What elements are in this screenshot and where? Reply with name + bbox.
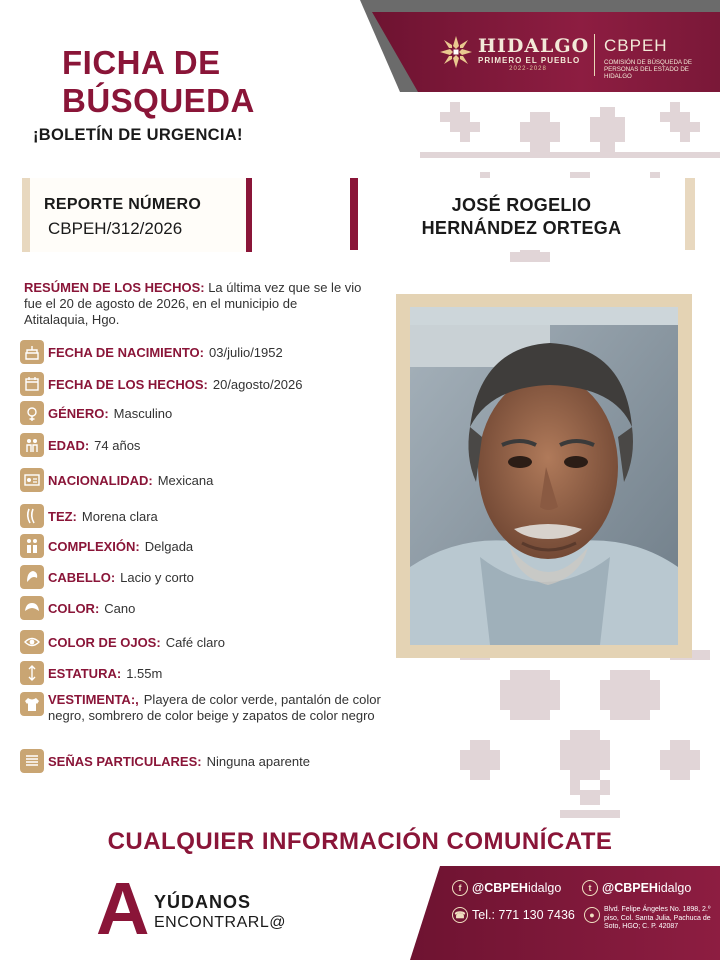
- detail-label: ESTATURA:: [48, 665, 122, 681]
- urgency-subtitle: ¡BOLETÍN DE URGENCIA!: [33, 126, 243, 144]
- org-years: 2022-2028: [509, 66, 547, 72]
- age-icon: [20, 433, 44, 457]
- detail-row: [20, 401, 172, 425]
- detail-text: [48, 438, 140, 453]
- detail-value: Masculino: [113, 405, 173, 421]
- help-find-logo: [96, 867, 286, 950]
- detail-value: 1.55m: [126, 665, 163, 681]
- detail-text: [48, 635, 225, 650]
- detail-value: Morena clara: [81, 508, 158, 524]
- help-logo-line-1: YÚDANOS: [154, 892, 252, 912]
- detail-label: SEÑAS PARTICULARES:: [48, 753, 202, 769]
- facebook-icon: f: [452, 880, 468, 896]
- detail-row: [20, 372, 303, 396]
- facebook-handle-bold: @CBPEH: [472, 881, 528, 895]
- detail-text: [48, 473, 213, 488]
- agency-acronym: CBPEH: [604, 36, 668, 55]
- person-name-line-2: HERNÁNDEZ ORTEGA: [421, 218, 622, 238]
- detail-text: [48, 601, 135, 616]
- phone-icon: ☎: [452, 907, 468, 923]
- detail-value: Playera de color verde, pantalón de color negro, sombrero de color beige y zapatos de color negro: [48, 692, 381, 723]
- eye-icon: [20, 630, 44, 654]
- hidalgo-flower-logo-icon: [438, 34, 474, 70]
- page-title: [62, 44, 255, 120]
- height-icon: [20, 661, 44, 685]
- detail-text: [48, 692, 395, 724]
- help-logo-line-2: ENCONTRARL@: [154, 914, 286, 931]
- person-name: [358, 194, 685, 240]
- detail-label: NACIONALIDAD:: [48, 472, 153, 488]
- twitter-handle-bold: @CBPEH: [602, 881, 658, 895]
- detail-label: FECHA DE LOS HECHOS:: [48, 376, 208, 392]
- twitter-contact[interactable]: [582, 880, 691, 896]
- detail-label: EDAD:: [48, 437, 90, 453]
- detail-text: [48, 509, 158, 524]
- detail-value: Café claro: [165, 634, 225, 650]
- detail-text: [48, 570, 194, 585]
- detail-label: COMPLEXIÓN:: [48, 538, 140, 554]
- detail-row: [20, 340, 283, 364]
- detail-text: [48, 377, 303, 392]
- detail-value: Mexicana: [157, 472, 214, 488]
- summary-text: La última vez que se le vio fue el 20 de agosto de 2026, en el municipio de Atitalaquia, Hgo.: [24, 280, 362, 327]
- detail-row: [20, 534, 193, 558]
- title-line-2: BÚSQUEDA: [62, 82, 255, 119]
- missing-person-photo: [410, 307, 678, 645]
- org-slogan: PRIMERO EL PUEBLO: [478, 56, 581, 65]
- detail-value: 03/julio/1952: [209, 344, 283, 360]
- detail-value: Delgada: [144, 538, 194, 554]
- org-name: HIDALGO: [478, 35, 590, 57]
- embroidery-pattern-bottom-icon: [540, 780, 640, 825]
- report-number-label: REPORTE NÚMERO: [44, 196, 202, 213]
- detail-label: COLOR:: [48, 600, 100, 616]
- detail-label: VESTIMENTA:,: [48, 692, 139, 707]
- detail-text: [48, 345, 283, 360]
- id-card-icon: [20, 468, 44, 492]
- body-icon: [20, 534, 44, 558]
- detail-label: COLOR DE OJOS:: [48, 634, 161, 650]
- phone-number: Tel.: 771 130 7436: [472, 908, 575, 922]
- hidalgo-wordmark: [478, 36, 589, 72]
- shirt-icon: [20, 692, 44, 716]
- detail-value: 20/agosto/2026: [212, 376, 303, 392]
- cake-icon: [20, 340, 44, 364]
- detail-label: FECHA DE NACIMIENTO:: [48, 344, 204, 360]
- detail-row: [20, 565, 194, 589]
- summary-label: RESÚMEN DE LOS HECHOS:: [24, 280, 205, 295]
- detail-row: [20, 504, 158, 528]
- detail-label: GÉNERO:: [48, 405, 109, 421]
- skin-icon: [20, 504, 44, 528]
- phone-contact[interactable]: [452, 907, 575, 923]
- header-divider: [594, 34, 595, 76]
- detail-text: [48, 406, 172, 421]
- detail-value: 74 años: [94, 437, 141, 453]
- twitter-icon: t: [582, 880, 598, 896]
- detail-row: [20, 661, 162, 685]
- facts-summary: [24, 280, 364, 328]
- marks-icon: [20, 749, 44, 773]
- report-number-value: CBPEH/312/2026: [48, 219, 183, 238]
- help-logo-letter: A: [96, 867, 150, 950]
- title-line-1: FICHA DE: [62, 44, 221, 81]
- detail-value: Ninguna aparente: [206, 753, 310, 769]
- embroidery-pattern-middle-icon: [450, 650, 720, 780]
- detail-row: [20, 596, 135, 620]
- detail-row: [20, 630, 225, 654]
- detail-value: Cano: [104, 600, 136, 616]
- calendar-icon: [20, 372, 44, 396]
- detail-row: [20, 433, 140, 457]
- twitter-handle-rest: idalgo: [657, 881, 692, 895]
- office-address: Blvd. Felipe Ángeles No. 1898, 2.º piso, Col. Santa Julia, Pachuca de Soto, HGO; C. P. 42087: [604, 906, 711, 930]
- location-pin: [584, 907, 604, 923]
- detail-text: [48, 754, 310, 769]
- hair-icon: [20, 565, 44, 589]
- detail-row: [20, 468, 213, 492]
- gender-icon: [20, 401, 44, 425]
- facebook-handle-rest: idalgo: [527, 881, 562, 895]
- report-number-box: [22, 178, 252, 252]
- detail-row: [20, 692, 395, 724]
- detail-value: Lacio y corto: [120, 569, 194, 585]
- detail-text: [48, 666, 162, 681]
- detail-label: CABELLO:: [48, 569, 116, 585]
- person-name-line-1: JOSÉ ROGELIO: [451, 195, 592, 215]
- contact-title: CUALQUIER INFORMACIÓN COMUNÍCATE: [107, 828, 613, 855]
- location-pin-icon: ●: [584, 907, 600, 923]
- agency-full-name: COMISIÓN DE BÚSQUEDA DE PERSONAS DEL ESTADO DE HIDALGO: [604, 59, 693, 80]
- detail-text: [48, 539, 193, 554]
- hair-color-icon: [20, 596, 44, 620]
- detail-row: [20, 749, 310, 773]
- detail-label: TEZ:: [48, 508, 77, 524]
- person-name-box: [350, 178, 695, 250]
- facebook-contact[interactable]: [452, 880, 561, 896]
